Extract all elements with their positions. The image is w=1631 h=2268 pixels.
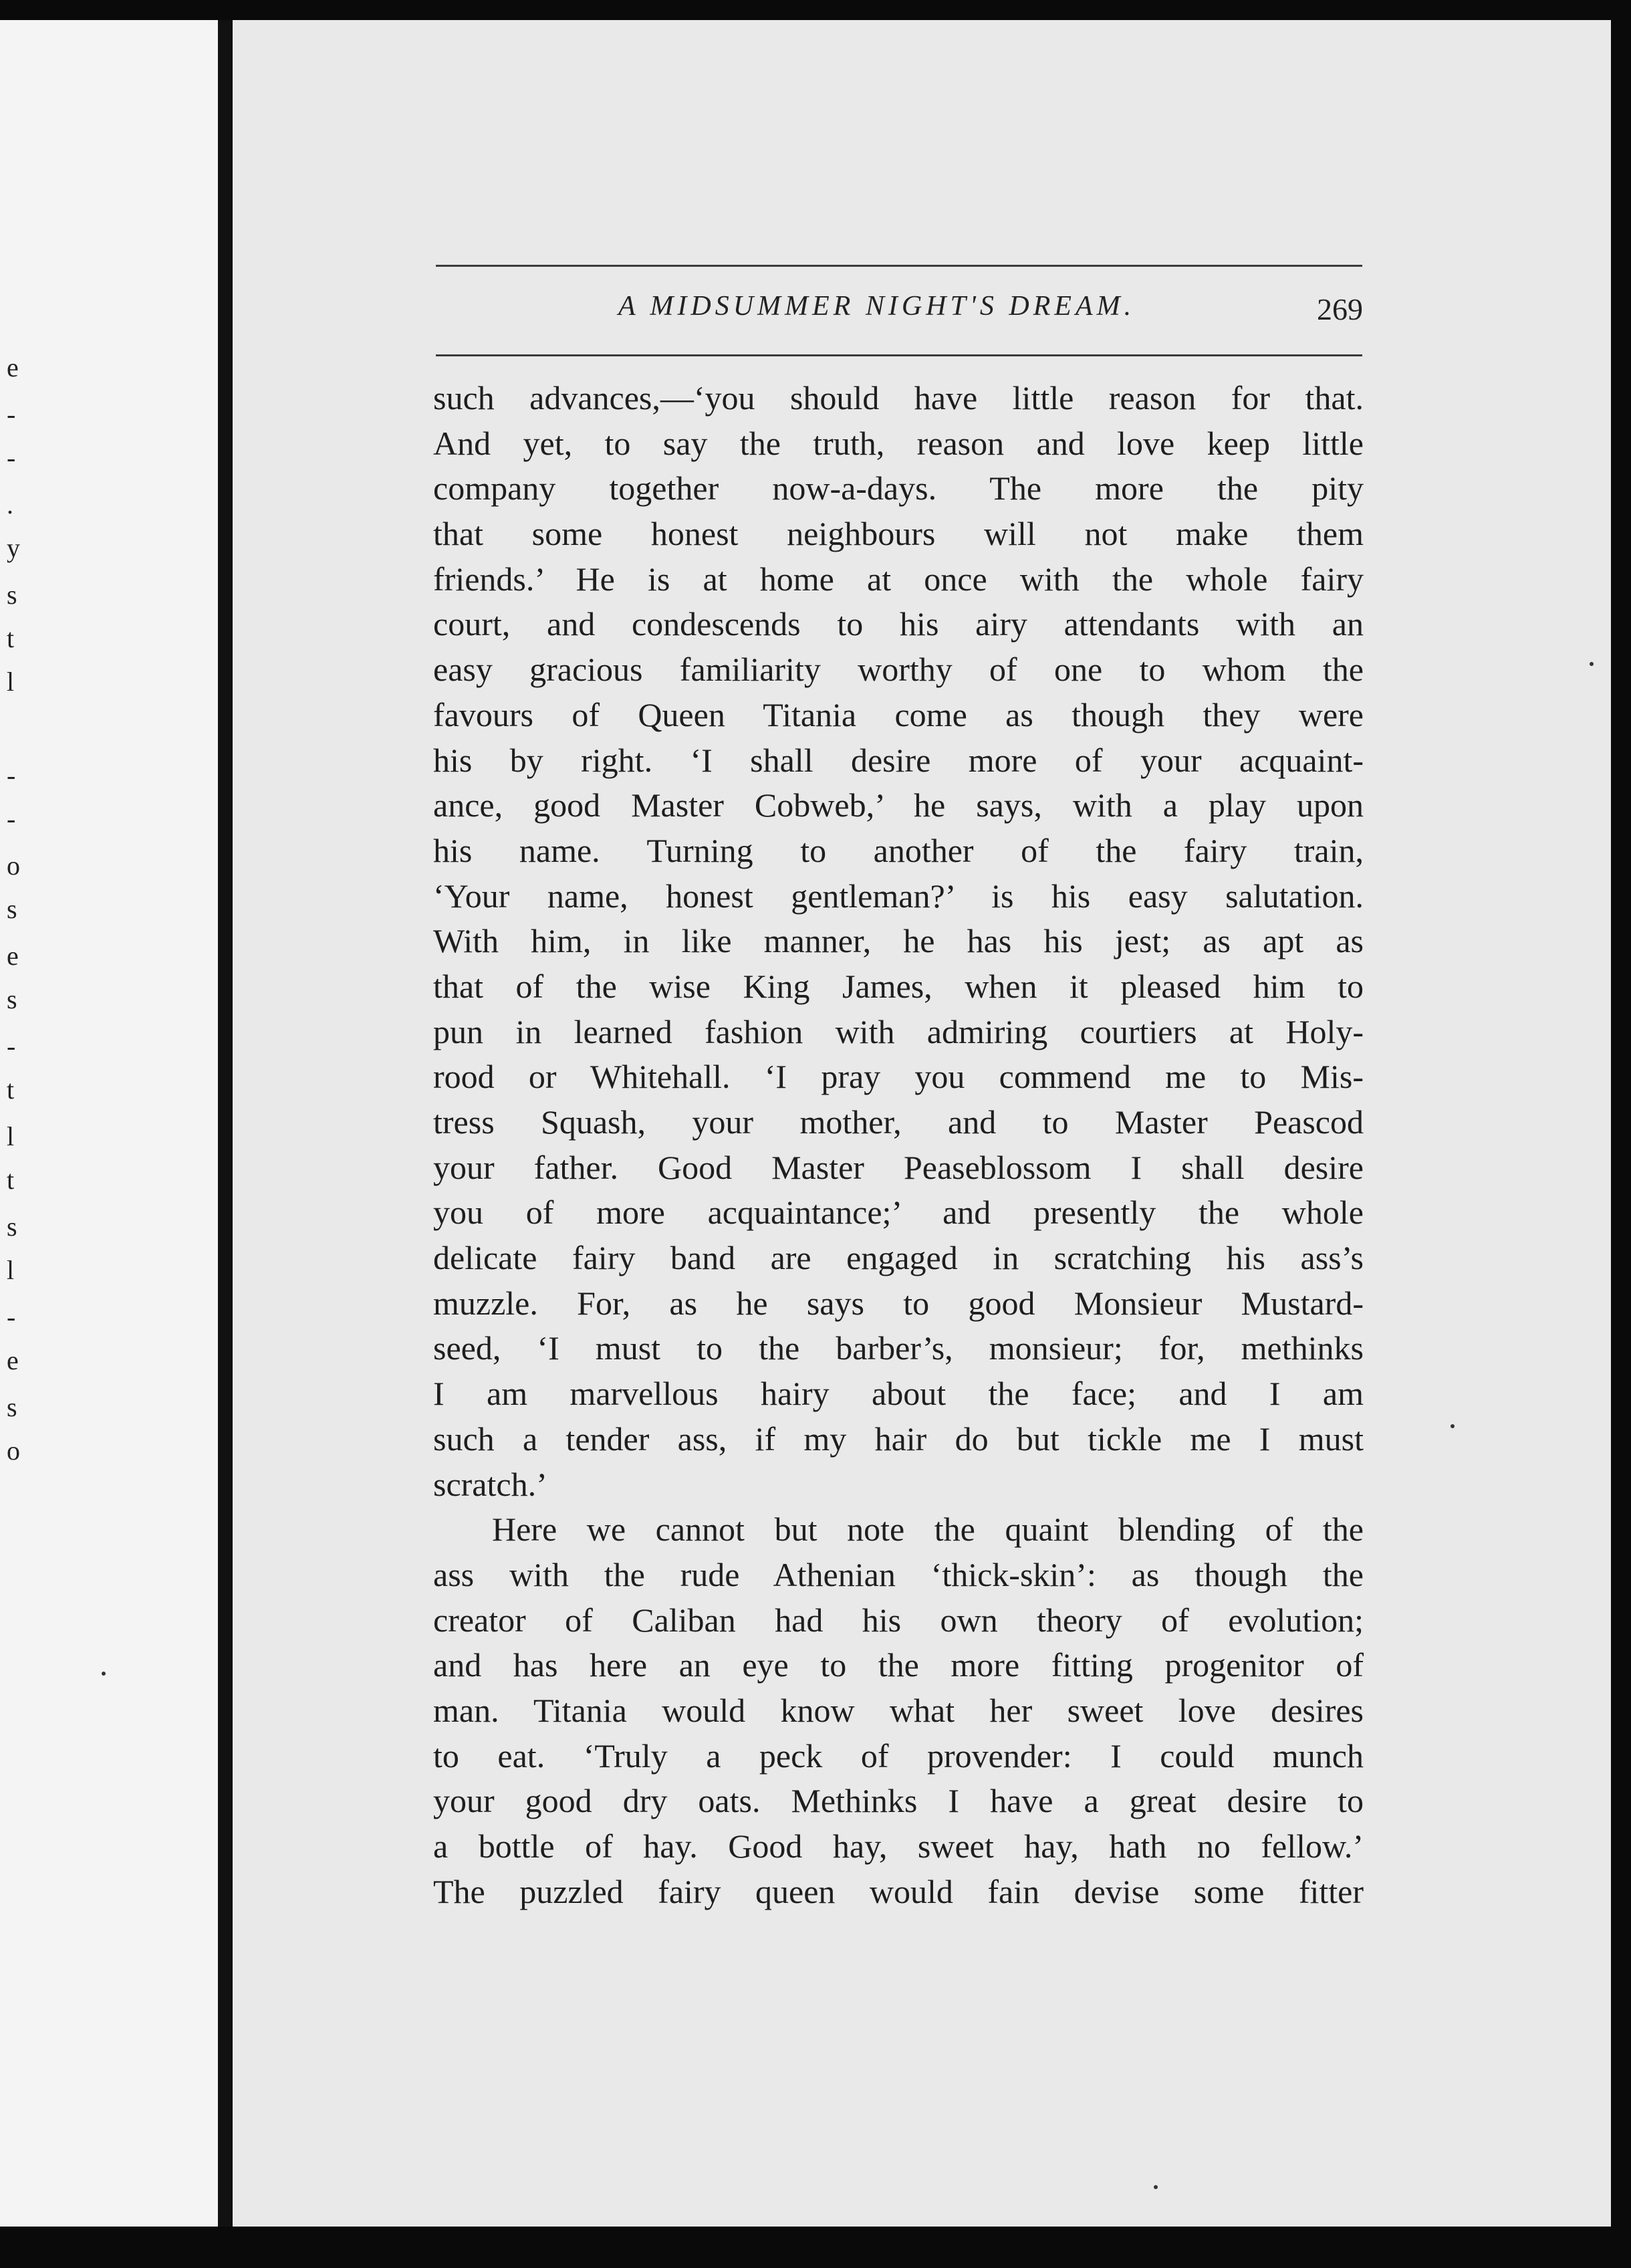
facing-page-mark: e	[7, 941, 19, 971]
text-line: court, and condescends to his airy attendants with an	[433, 605, 1364, 643]
facing-page-mark: o	[7, 1436, 20, 1466]
text-line: Here we cannot but note the quaint blending of the	[492, 1510, 1364, 1549]
facing-page-mark: t	[7, 623, 15, 653]
facing-page-mark: t	[7, 1165, 15, 1195]
text-line: his name. Turning to another of the fairy train,	[433, 831, 1364, 869]
text-line: ass with the rude Athenian ‘thick-skin’: as though the	[433, 1555, 1364, 1593]
facing-page-mark: y	[7, 533, 20, 563]
text-line: that some honest neighbours will not make them	[433, 515, 1364, 553]
text-line: such a tender ass, if my hair do but tickle me I must	[433, 1420, 1364, 1458]
facing-page-mark: -	[7, 399, 16, 429]
text-line: seed, ‘I must to the barber’s, monsieur; for, methinks	[433, 1329, 1364, 1367]
scan-speck	[1590, 662, 1594, 666]
facing-page-mark: s	[7, 984, 17, 1014]
text-line: scratch.’	[433, 1465, 547, 1503]
text-line: you of more acquaintance;’ and presently the whole	[433, 1194, 1364, 1232]
text-line: creator of Caliban had his own theory of evolution;	[433, 1601, 1364, 1639]
facing-page-mark: l	[7, 1255, 15, 1285]
text-line: and has here an eye to the more fitting progenitor of	[433, 1646, 1364, 1684]
text-line: a bottle of hay. Good hay, sweet hay, hath no fellow.’	[433, 1827, 1364, 1865]
facing-page-mark: -	[7, 804, 16, 834]
facing-page-mark: s	[7, 1212, 17, 1242]
text-line: your father. Good Master Peaseblossom I shall desire	[433, 1148, 1364, 1186]
scan-speck	[102, 1672, 106, 1676]
scan-speck	[1154, 2185, 1158, 2189]
facing-page-mark: e	[7, 1345, 19, 1375]
facing-page-edge	[0, 20, 218, 2227]
text-line: The puzzled fairy queen would fain devise some fitter	[433, 1872, 1364, 1910]
text-line: ance, good Master Cobweb,’ he says, with a play upon	[433, 786, 1364, 824]
facing-page-mark: -	[7, 443, 16, 473]
facing-page-mark: l	[7, 1121, 15, 1151]
text-line: delicate fairy band are engaged in scratching his ass’s	[433, 1239, 1364, 1277]
text-line: favours of Queen Titania come as though they were	[433, 695, 1364, 733]
text-line: pun in learned fashion with admiring courtiers at Holy-	[433, 1012, 1364, 1050]
gutter-line	[218, 20, 233, 2227]
facing-page-mark: l	[7, 667, 15, 697]
facing-page-mark: o	[7, 850, 20, 881]
text-line: rood or Whitehall. ‘I pray you commend me to Mis-	[433, 1058, 1364, 1096]
facing-page-mark: -	[7, 1031, 16, 1061]
text-line: And yet, to say the truth, reason and love keep little	[433, 424, 1364, 462]
text-line: tress Squash, your mother, and to Master Peascod	[433, 1103, 1364, 1141]
text-line: ‘Your name, honest gentleman?’ is his easy salutation.	[433, 877, 1364, 915]
text-line: to eat. ‘Truly a peck of provender: I could munch	[433, 1736, 1364, 1775]
text-line: man. Titania would know what her sweet love desires	[433, 1691, 1364, 1729]
text-line: easy gracious familiarity worthy of one to whom the	[433, 651, 1364, 689]
facing-page-mark: -	[7, 1302, 16, 1332]
facing-page-mark: t	[7, 1074, 15, 1105]
text-line: I am marvellous hairy about the face; and I am	[433, 1375, 1364, 1413]
text-line: that of the wise King James, when it pleased him to	[433, 967, 1364, 1005]
running-head: A MIDSUMMER NIGHT'S DREAM.	[618, 291, 1136, 322]
scan-speck	[1451, 1424, 1455, 1428]
facing-page-mark: s	[7, 580, 17, 610]
facing-page-mark: s	[7, 894, 17, 924]
text-line: friends.’ He is at home at once with the whole fairy	[433, 560, 1364, 598]
facing-page-mark: -	[7, 760, 16, 790]
text-line: your good dry oats. Methinks I have a great desire to	[433, 1782, 1364, 1820]
text-line: such advances,—‘you should have little reason for that.	[433, 379, 1364, 417]
text-line: With him, in like manner, he has his jest; as apt as	[433, 922, 1364, 960]
text-line: company together now-a-days. The more the pity	[433, 469, 1364, 507]
body-text	[433, 376, 1364, 1914]
page-number: 269	[1317, 292, 1363, 326]
facing-page-mark: .	[7, 489, 13, 520]
facing-page-mark: s	[7, 1392, 17, 1422]
header-top-rule	[436, 265, 1362, 267]
facing-page-mark: e	[7, 352, 19, 382]
text-line: his by right. ‘I shall desire more of your acquaint-	[433, 741, 1364, 779]
text-line: muzzle. For, as he says to good Monsieur Mustard-	[433, 1284, 1364, 1322]
header-bottom-rule	[436, 354, 1362, 356]
